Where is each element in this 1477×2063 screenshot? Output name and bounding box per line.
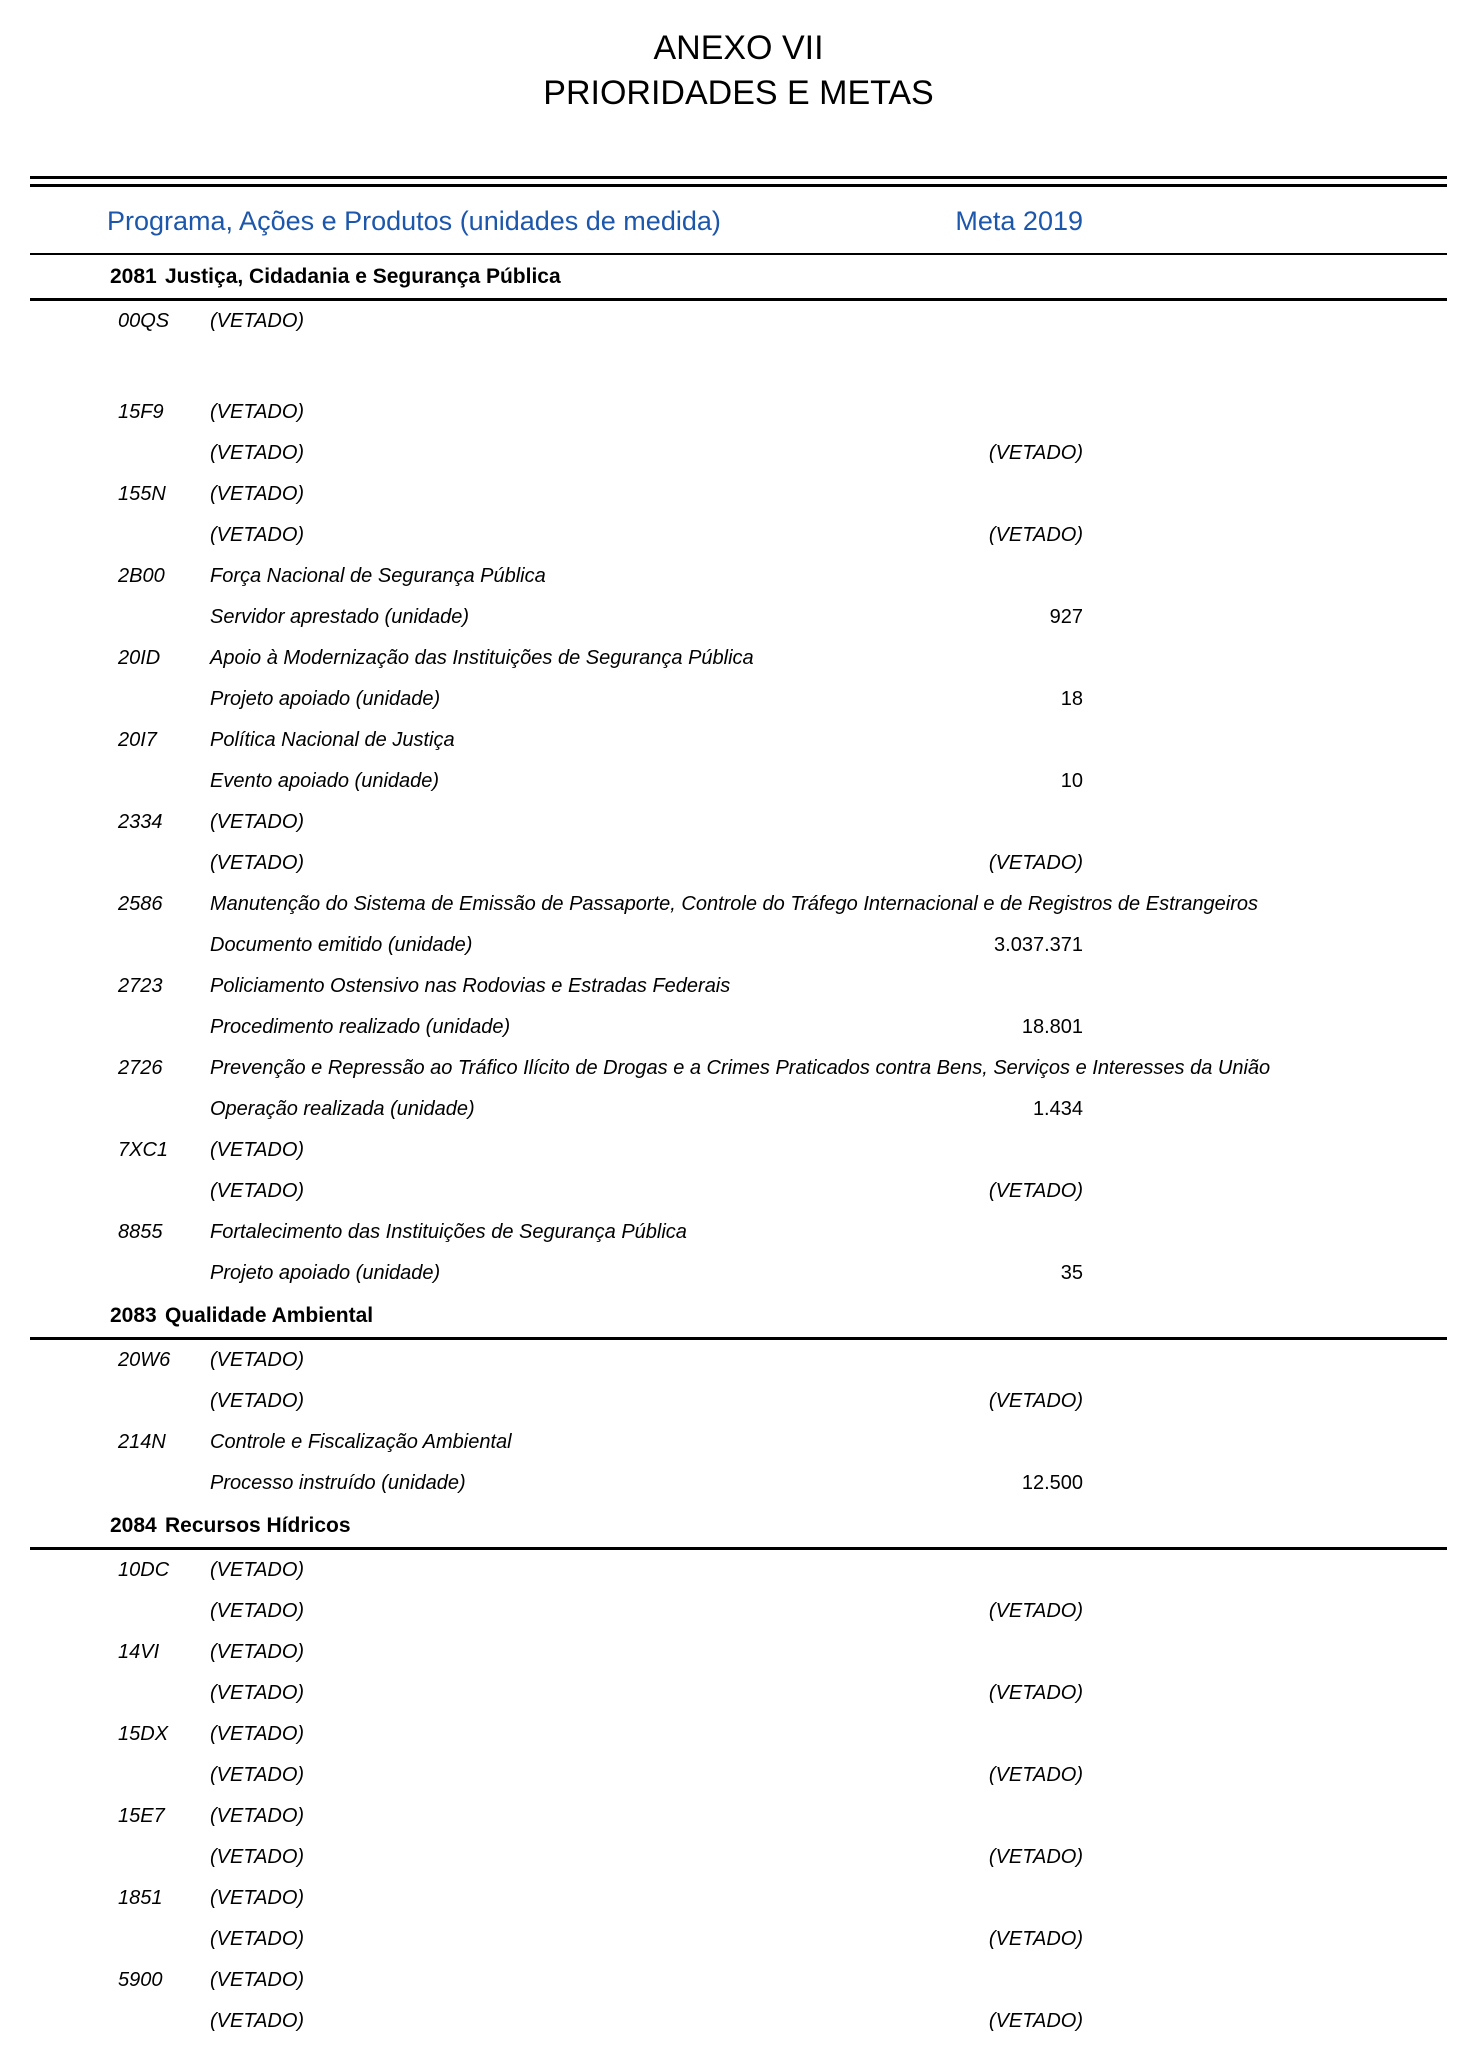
action-code: 2B00 <box>118 565 165 587</box>
program-section <box>30 1504 1447 2042</box>
product-row <box>30 761 1447 802</box>
product-name: Projeto apoiado (unidade) <box>210 1262 441 1284</box>
product-meta-value: 3.037.371 <box>994 934 1083 956</box>
product-row <box>30 2001 1447 2042</box>
action-block <box>30 1340 1447 1422</box>
action-code: 20ID <box>118 647 161 669</box>
product-name: (VETADO) <box>210 1390 305 1412</box>
program-code: 2083 <box>110 1304 157 1327</box>
product-indent <box>118 1591 210 1632</box>
action-code: 20W6 <box>118 1349 171 1371</box>
product-row <box>30 1463 1447 1504</box>
action-name: (VETADO) <box>210 401 305 423</box>
action-block <box>30 1796 1447 1878</box>
action-block <box>30 1878 1447 1960</box>
product-name: (VETADO) <box>210 1928 305 1950</box>
product-row <box>30 1253 1447 1294</box>
product-meta-value: 18 <box>1060 688 1083 710</box>
action-name: (VETADO) <box>210 1349 305 1371</box>
program-actions <box>30 301 1447 1294</box>
action-block <box>30 1212 1447 1294</box>
product-indent <box>118 1171 210 1212</box>
product-row <box>30 1007 1447 1048</box>
product-indent <box>118 1253 210 1294</box>
product-name: Documento emitido (unidade) <box>210 934 473 956</box>
action-code: 214N <box>118 1431 166 1453</box>
title-line-2: PRIORIDADES E METAS <box>543 74 934 112</box>
product-meta-value: (VETADO) <box>988 1846 1083 1868</box>
action-row <box>30 392 1447 433</box>
product-indent <box>118 1837 210 1878</box>
action-code: 155N <box>118 483 166 505</box>
product-meta-value: (VETADO) <box>988 1928 1083 1950</box>
program-code: 2081 <box>110 265 157 288</box>
product-name: (VETADO) <box>210 1682 305 1704</box>
product-row <box>30 1919 1447 1960</box>
action-block <box>30 884 1447 966</box>
action-code: 15E7 <box>118 1805 165 1827</box>
program-actions <box>30 1550 1447 2042</box>
action-name: (VETADO) <box>210 811 305 833</box>
program-header <box>30 255 1447 298</box>
program-section <box>30 255 1447 1294</box>
document-title <box>30 26 1447 116</box>
action-code: 7XC1 <box>118 1139 169 1161</box>
column-header-row <box>30 187 1447 253</box>
product-name: (VETADO) <box>210 852 305 874</box>
action-name: (VETADO) <box>210 310 305 332</box>
action-row <box>30 1340 1447 1381</box>
title-line-1: ANEXO VII <box>653 29 824 67</box>
column-header-meta: Meta 2019 <box>955 206 1083 236</box>
column-header-programs: Programa, Ações e Produtos (unidades de medida) <box>107 206 721 236</box>
product-name: (VETADO) <box>210 1180 305 1202</box>
action-block <box>30 301 1447 342</box>
program-name: Recursos Hídricos <box>165 1514 351 1537</box>
action-row <box>30 1796 1447 1837</box>
action-name: (VETADO) <box>210 1139 305 1161</box>
action-block <box>30 1550 1447 1632</box>
action-name: Força Nacional de Segurança Pública <box>210 565 546 587</box>
product-row <box>30 1171 1447 1212</box>
action-code: 2723 <box>118 975 163 997</box>
product-name: Operação realizada (unidade) <box>210 1098 475 1120</box>
action-block <box>30 1130 1447 1212</box>
product-meta-value: (VETADO) <box>988 852 1083 874</box>
product-name: Processo instruído (unidade) <box>210 1472 466 1494</box>
product-meta-value: (VETADO) <box>988 442 1083 464</box>
product-row <box>30 1591 1447 1632</box>
product-indent <box>118 925 210 966</box>
action-block <box>30 392 1447 474</box>
product-meta-value: 35 <box>1060 1262 1083 1284</box>
action-row <box>30 1422 1447 1463</box>
action-row <box>30 1714 1447 1755</box>
action-name: Manutenção do Sistema de Emissão de Passaporte, Controle do Tráfego Internacional e de Registros de Estrangeiros <box>210 893 1258 915</box>
product-indent <box>118 1381 210 1422</box>
action-code: 2726 <box>118 1057 163 1079</box>
product-name: (VETADO) <box>210 442 305 464</box>
program-name: Qualidade Ambiental <box>165 1304 374 1327</box>
action-block <box>30 802 1447 884</box>
product-indent <box>118 1673 210 1714</box>
product-name: (VETADO) <box>210 1764 305 1786</box>
product-indent <box>118 515 210 556</box>
action-row <box>30 1632 1447 1673</box>
product-indent <box>118 1007 210 1048</box>
product-row <box>30 1381 1447 1422</box>
action-name: Apoio à Modernização das Instituições de Segurança Pública <box>210 647 754 669</box>
product-row <box>30 679 1447 720</box>
action-name: Política Nacional de Justiça <box>210 729 455 751</box>
product-name: Evento apoiado (unidade) <box>210 770 440 792</box>
product-meta-value: (VETADO) <box>988 1600 1083 1622</box>
product-indent <box>118 1089 210 1130</box>
program-header <box>30 1504 1447 1547</box>
product-meta-value: (VETADO) <box>988 1390 1083 1412</box>
action-code: 15F9 <box>118 401 164 423</box>
product-name: (VETADO) <box>210 1846 305 1868</box>
action-row <box>30 966 1447 1007</box>
product-meta-value: 1.434 <box>1032 1098 1083 1120</box>
action-row <box>30 1130 1447 1171</box>
product-meta-value: (VETADO) <box>988 2010 1083 2032</box>
action-row <box>30 474 1447 515</box>
product-meta-value: (VETADO) <box>988 1180 1083 1202</box>
action-row <box>30 1550 1447 1591</box>
action-name: (VETADO) <box>210 1805 305 1827</box>
program-name: Justiça, Cidadania e Segurança Pública <box>165 265 561 288</box>
action-name: Controle e Fiscalização Ambiental <box>210 1431 512 1453</box>
action-code: 2334 <box>118 811 163 833</box>
action-name: (VETADO) <box>210 1969 305 1991</box>
product-row <box>30 433 1447 474</box>
product-indent <box>118 843 210 884</box>
product-name: (VETADO) <box>210 2010 305 2032</box>
action-block <box>30 720 1447 802</box>
action-code: 14VI <box>118 1641 160 1663</box>
product-name: (VETADO) <box>210 1600 305 1622</box>
action-row <box>30 802 1447 843</box>
program-actions <box>30 1340 1447 1504</box>
product-name: Procedimento realizado (unidade) <box>210 1016 511 1038</box>
action-block <box>30 1048 1447 1130</box>
action-block <box>30 556 1447 638</box>
action-block <box>30 474 1447 556</box>
action-name: Policiamento Ostensivo nas Rodovias e Estradas Federais <box>210 975 731 997</box>
product-meta-value: (VETADO) <box>988 1764 1083 1786</box>
action-row <box>30 1048 1447 1089</box>
action-row <box>30 638 1447 679</box>
product-meta-value: 10 <box>1060 770 1083 792</box>
product-name: Projeto apoiado (unidade) <box>210 688 441 710</box>
product-name: Servidor aprestado (unidade) <box>210 606 470 628</box>
product-row <box>30 597 1447 638</box>
product-indent <box>118 761 210 802</box>
action-name: (VETADO) <box>210 1723 305 1745</box>
action-code: 2586 <box>118 893 163 915</box>
action-row <box>30 1212 1447 1253</box>
product-meta-value: (VETADO) <box>988 1682 1083 1704</box>
product-row <box>30 1089 1447 1130</box>
product-meta-value: (VETADO) <box>988 524 1083 546</box>
programs-table <box>30 255 1447 2042</box>
product-row <box>30 1673 1447 1714</box>
action-block <box>30 638 1447 720</box>
product-indent <box>118 2001 210 2042</box>
action-code: 5900 <box>118 1969 163 1991</box>
product-indent <box>118 1919 210 1960</box>
action-code: 00QS <box>118 310 170 332</box>
product-meta-value: 18.801 <box>1021 1016 1083 1038</box>
action-row <box>30 556 1447 597</box>
action-name: Fortalecimento das Instituições de Segurança Pública <box>210 1221 687 1243</box>
action-code: 8855 <box>118 1221 163 1243</box>
action-name: Prevenção e Repressão ao Tráfico Ilícito de Drogas e a Crimes Praticados contra Bens, Serviços e Interesses da União <box>210 1057 1271 1079</box>
product-row <box>30 1755 1447 1796</box>
action-row <box>30 301 1447 342</box>
product-indent <box>118 597 210 638</box>
program-section <box>30 1294 1447 1504</box>
program-header <box>30 1294 1447 1337</box>
action-name: (VETADO) <box>210 1641 305 1663</box>
action-code: 20I7 <box>118 729 157 751</box>
action-row <box>30 1960 1447 2001</box>
product-indent <box>118 1755 210 1796</box>
action-block <box>30 1714 1447 1796</box>
product-row <box>30 1837 1447 1878</box>
product-name: (VETADO) <box>210 524 305 546</box>
action-block <box>30 1632 1447 1714</box>
action-row <box>30 720 1447 761</box>
product-row <box>30 515 1447 556</box>
action-block <box>30 1960 1447 2042</box>
product-indent <box>118 679 210 720</box>
product-meta-value: 12.500 <box>1021 1472 1083 1494</box>
action-code: 15DX <box>118 1723 169 1745</box>
title-divider <box>30 176 1447 187</box>
product-indent <box>118 1463 210 1504</box>
product-meta-value: 927 <box>1049 606 1083 628</box>
action-row <box>30 1878 1447 1919</box>
action-code: 1851 <box>118 1887 163 1909</box>
product-row <box>30 843 1447 884</box>
action-block <box>30 1422 1447 1504</box>
action-block <box>30 966 1447 1048</box>
action-code: 10DC <box>118 1559 170 1581</box>
program-code: 2084 <box>110 1514 157 1537</box>
action-name: (VETADO) <box>210 1559 305 1581</box>
action-name: (VETADO) <box>210 1887 305 1909</box>
action-name: (VETADO) <box>210 483 305 505</box>
product-row <box>30 925 1447 966</box>
action-row <box>30 884 1447 925</box>
product-indent <box>118 433 210 474</box>
